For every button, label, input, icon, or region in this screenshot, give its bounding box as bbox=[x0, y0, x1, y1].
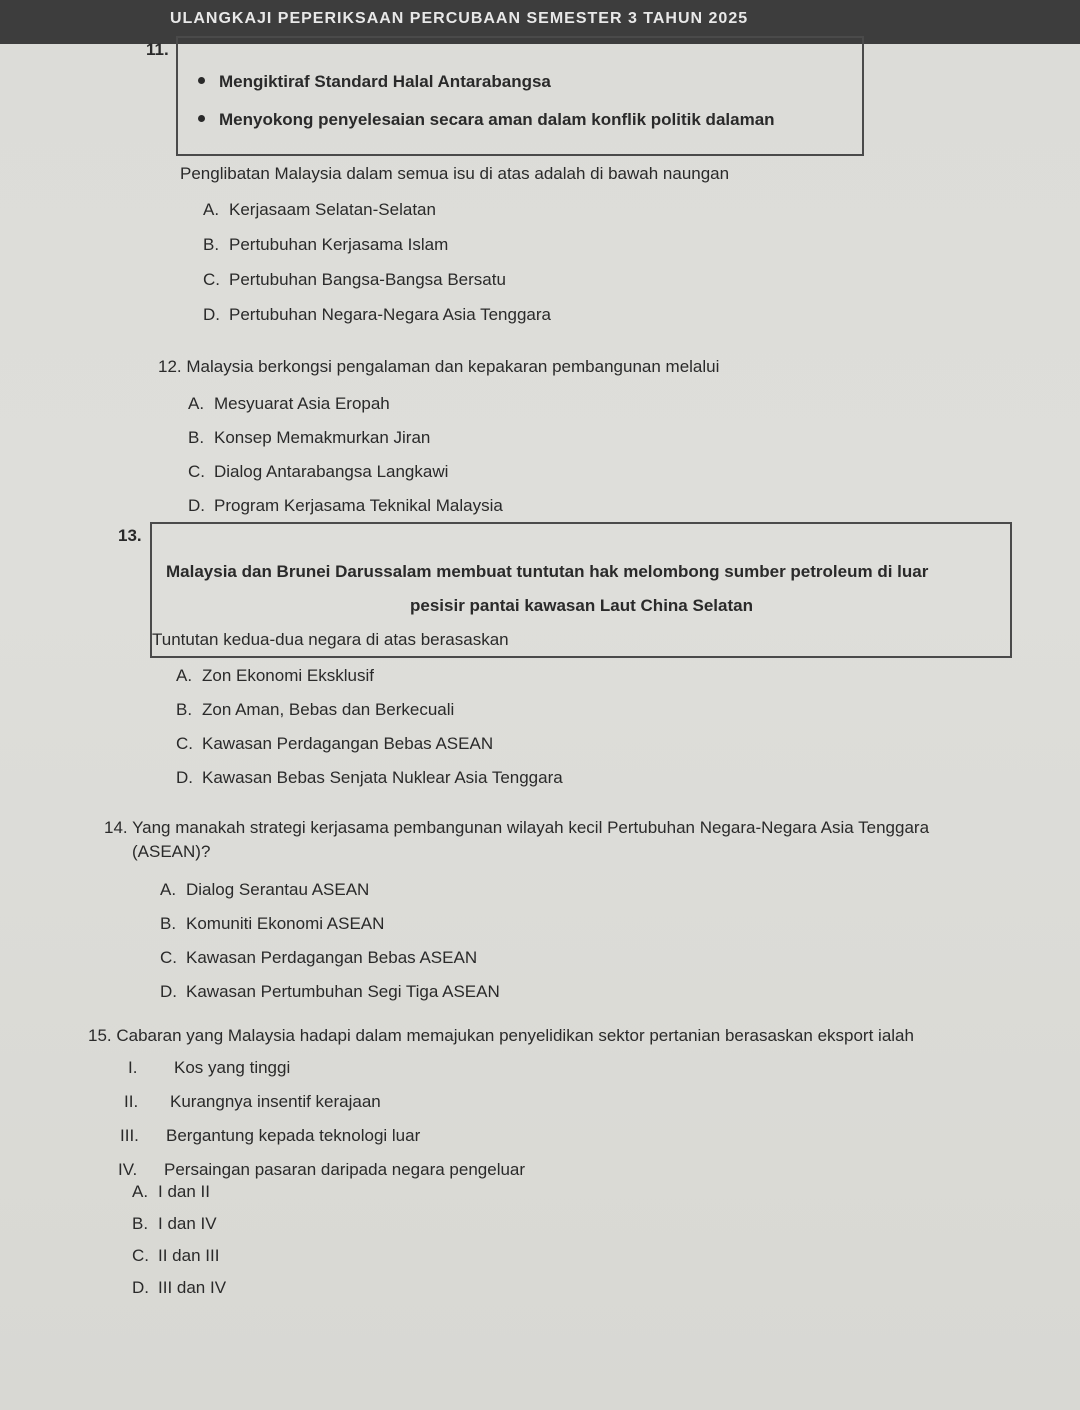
question-14-option-b[interactable]: B. Komuniti Ekonomi ASEAN bbox=[160, 914, 385, 933]
question-13-stimulus-line-1: Malaysia dan Brunei Darussalam membuat tuntutan hak melombong sumber petroleum di luar bbox=[166, 562, 929, 581]
question-14-stem: Yang manakah strategi kerjasama pembangunan wilayah kecil Pertubuhan Negara-Negara Asia Tenggara bbox=[132, 818, 930, 837]
question-13-option-a[interactable]: A. Zon Ekonomi Eksklusif bbox=[176, 666, 374, 685]
question-12-stem-line bbox=[158, 357, 719, 377]
question-12-option-b[interactable]: B. Konsep Memakmurkan Jiran bbox=[188, 428, 431, 447]
question-14-option-a[interactable]: A. Dialog Serantau ASEAN bbox=[160, 880, 370, 899]
question-12-option-c[interactable]: C. Dialog Antarabangsa Langkawi bbox=[188, 462, 449, 481]
question-13-option-c[interactable]: C. Kawasan Perdagangan Bebas ASEAN bbox=[176, 734, 494, 753]
question-11-bullet-1: Mengiktiraf Standard Halal Antarabangsa bbox=[198, 72, 551, 92]
question-11-option-a[interactable]: A. Kerjasaam Selatan-Selatan bbox=[203, 200, 436, 219]
question-11-stimulus-box bbox=[176, 36, 864, 156]
question-13-option-d[interactable]: D. Kawasan Bebas Senjata Nuklear Asia Tenggara bbox=[176, 768, 563, 787]
question-11-stem: Penglibatan Malaysia dalam semua isu di atas adalah di bawah naungan bbox=[180, 164, 730, 183]
question-14-number: 14. bbox=[104, 818, 128, 837]
question-11-option-c[interactable]: C. Pertubuhan Bangsa-Bangsa Bersatu bbox=[203, 270, 506, 289]
question-15-statement-3: III. Bergantung kepada teknologi luar bbox=[120, 1126, 421, 1145]
question-15-statement-4: IV. Persaingan pasaran daripada negara pengeluar bbox=[118, 1160, 526, 1179]
bullet-icon bbox=[198, 77, 205, 84]
question-13-number: 13. bbox=[118, 526, 142, 545]
question-13-stem: Tuntutan kedua-dua negara di atas berasaskan bbox=[152, 630, 509, 649]
question-11-option-d[interactable]: D. Pertubuhan Negara-Negara Asia Tenggara bbox=[203, 305, 551, 324]
question-13-option-b[interactable]: B. Zon Aman, Bebas dan Berkecuali bbox=[176, 700, 455, 719]
exam-header-title: ULANGKAJI PEPERIKSAAN PERCUBAAN SEMESTER 3 TAHUN 2025 bbox=[170, 10, 749, 27]
question-15-stem-line bbox=[88, 1026, 914, 1046]
question-13-stimulus-line-2: pesisir pantai kawasan Laut China Selatan bbox=[410, 596, 753, 615]
question-15-option-a[interactable]: A. I dan II bbox=[132, 1182, 210, 1201]
question-15-option-b[interactable]: B. I dan IV bbox=[132, 1214, 217, 1233]
question-12-number: 12. bbox=[158, 357, 182, 376]
question-11-option-b[interactable]: B. Pertubuhan Kerjasama Islam bbox=[203, 235, 449, 254]
bullet-icon bbox=[198, 115, 205, 122]
question-11-number: 11. bbox=[146, 40, 169, 59]
question-15-statement-1: I. Kos yang tinggi bbox=[128, 1058, 291, 1077]
question-12-option-a[interactable]: A. Mesyuarat Asia Eropah bbox=[188, 394, 390, 413]
question-15-option-d[interactable]: D. III dan IV bbox=[132, 1278, 227, 1297]
question-14-stem-line-1 bbox=[104, 818, 929, 838]
question-12-option-d[interactable]: D. Program Kerjasama Teknikal Malaysia bbox=[188, 496, 503, 515]
question-15-stem: Cabaran yang Malaysia hadapi dalam memajukan penyelidikan sektor pertanian berasaskan eksport ialah bbox=[116, 1026, 914, 1045]
question-14-option-c[interactable]: C. Kawasan Perdagangan Bebas ASEAN bbox=[160, 948, 478, 967]
question-15-statement-2: II. Kurangnya insentif kerajaan bbox=[124, 1092, 381, 1111]
question-15-number: 15. bbox=[88, 1026, 112, 1045]
question-12-stem: Malaysia berkongsi pengalaman dan kepakaran pembangunan melalui bbox=[186, 357, 720, 376]
question-11-bullet-2: Menyokong penyelesaian secara aman dalam konflik politik dalaman bbox=[198, 110, 775, 130]
question-14-option-d[interactable]: D. Kawasan Pertumbuhan Segi Tiga ASEAN bbox=[160, 982, 500, 1001]
question-14-stem-line-2: (ASEAN)? bbox=[132, 842, 211, 861]
question-15-option-c[interactable]: C. II dan III bbox=[132, 1246, 220, 1265]
